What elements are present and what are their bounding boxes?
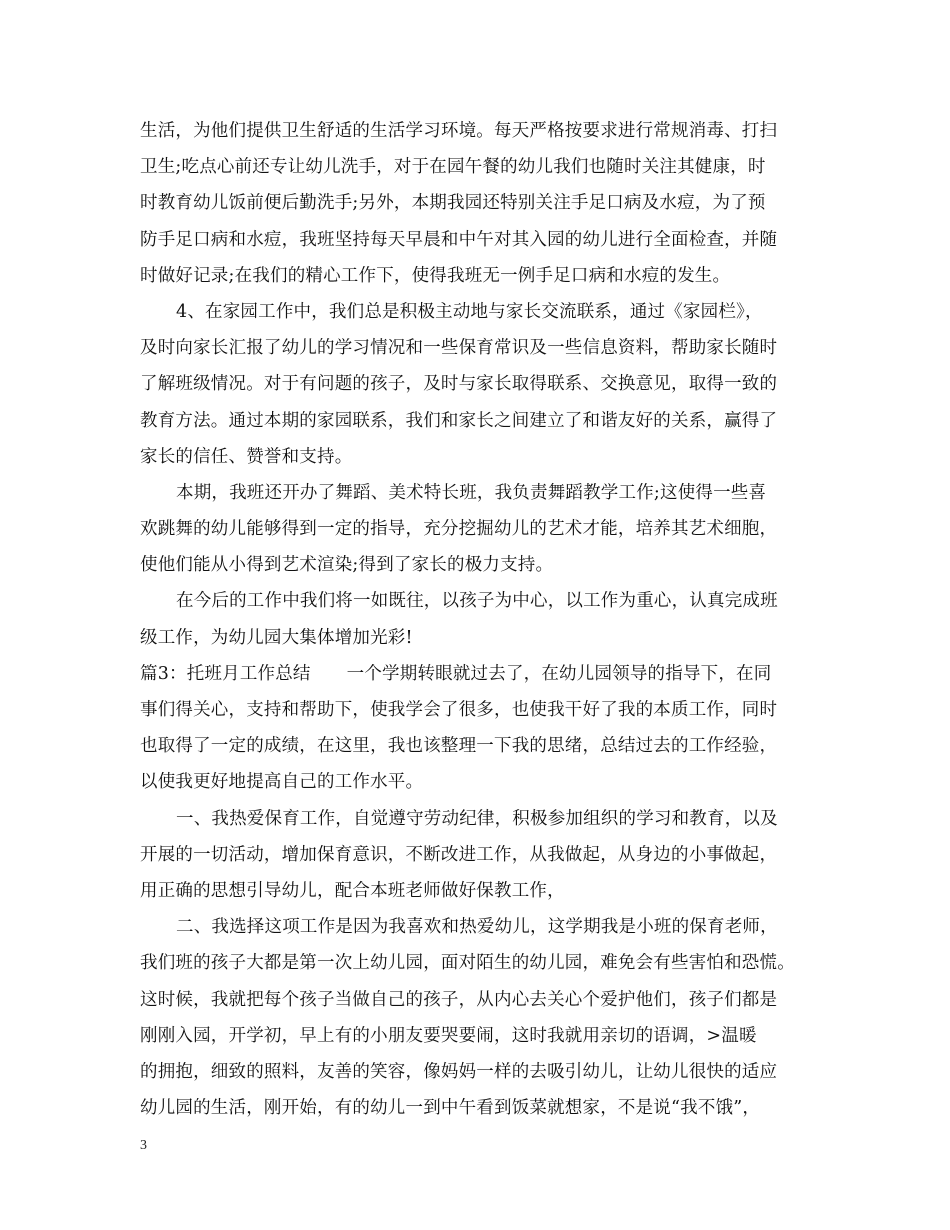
- paragraph-start-line: 4、在家园工作中，我们总是积极主动地与家长交流联系，通过《家园栏》，: [176, 301, 763, 322]
- text-line: 及时向家长汇报了幼儿的学习情况和一些保育常识及一些信息资料，帮助家长随时: [140, 338, 778, 359]
- text-line: 这时候，我就把每个孩子当做自己的孩子，从内心去关心个爱护他们，孩子们都是: [140, 989, 778, 1010]
- text-line: 欢跳舞的幼儿能够得到一定的指导，充分挖掘幼儿的艺术才能，培养其艺术细胞，: [140, 519, 778, 540]
- section-heading-line: [140, 656, 815, 692]
- page-number: 3: [140, 1138, 147, 1153]
- section-intro-text: 一个学期转眼就过去了，在幼儿园领导的指导下，在同: [346, 663, 772, 684]
- text-line: 卫生;吃点心前还专让幼儿洗手，对于在园午餐的幼儿我们也随时关注其健康，时: [140, 157, 766, 178]
- paragraph-start-line: 在今后的工作中我们将一如既往，以孩子为中心，以工作为重心，认真完成班: [176, 591, 778, 612]
- paragraph-start-line: 本期，我班还开办了舞蹈、美术特长班，我负责舞蹈教学工作;这使得一些喜: [176, 482, 767, 503]
- text-line: 了解班级情况。对于有问题的孩子，及时与家长取得联系、交换意见，取得一致的: [140, 374, 778, 395]
- paragraph-start-line: 一、我热爱保育工作，自觉遵守劳动纪律，积极参加组织的学习和教育，以及: [176, 808, 778, 829]
- text-line: 的拥抱，细致的照料，友善的笑容，像妈妈一样的去吸引幼儿，让幼儿很快的适应: [140, 1061, 778, 1082]
- text-line: 事们得关心，支持和帮助下，使我学会了很多，也使我干好了我的本质工作，同时: [140, 700, 778, 720]
- body-text: [140, 113, 815, 1126]
- text-line: 防手足口病和水痘，我班坚持每天早晨和中午对其入园的幼儿进行全面检查，并随: [140, 229, 778, 250]
- text-line: 幼儿园的生活，刚开始，有的幼儿一到中午看到饭菜就想家，不是说“我不饿”，: [140, 1098, 761, 1119]
- section-heading: 篇3：托班月工作总结: [140, 663, 311, 684]
- text-line: 使他们能从小得到艺术渲染;得到了家长的极力支持。: [140, 555, 554, 576]
- text-line: 开展的一切活动，增加保育意识，不断改进工作，从我做起，从身边的小事做起，: [140, 844, 778, 865]
- text-line: 级工作，为幼儿园大集体增加光彩!: [140, 627, 413, 648]
- text-line: 教育方法。通过本期的家园联系，我们和家长之间建立了和谐友好的关系，赢得了: [140, 410, 778, 431]
- text-line: 时教育幼儿饭前便后勤洗手;另外，本期我园还特别关注手足口病及水痘，为了预: [140, 193, 766, 214]
- text-line: 也取得了一定的成绩，在这里，我也该整理一下我的思绪，总结过去的工作经验，: [140, 736, 778, 757]
- text-line: 以使我更好地提高自己的工作水平。: [140, 772, 424, 793]
- paragraph-start-line: 二、我选择这项工作是因为我喜欢和热爱幼儿，这学期我是小班的保育老师，: [176, 917, 778, 938]
- text-line: 刚刚入园，开学初，早上有的小朋友要哭要闹，这时我就用亲切的语调，>温暖: [140, 1025, 757, 1046]
- text-line: 家长的信任、赞誉和支持。: [140, 446, 353, 467]
- text-line: 我们班的孩子大都是第一次上幼儿园，面对陌生的幼儿园，难免会有些害怕和恐慌。: [140, 953, 795, 974]
- text-line: 用正确的思想引导幼儿，配合本班老师做好保教工作，: [140, 880, 565, 901]
- text-line: 时做好记录;在我们的精心工作下，使得我班无一例手足口病和水痘的发生。: [140, 265, 731, 286]
- text-line: 生活，为他们提供卫生舒适的生活学习环境。每天严格按要求进行常规消毒、打扫: [140, 121, 778, 141]
